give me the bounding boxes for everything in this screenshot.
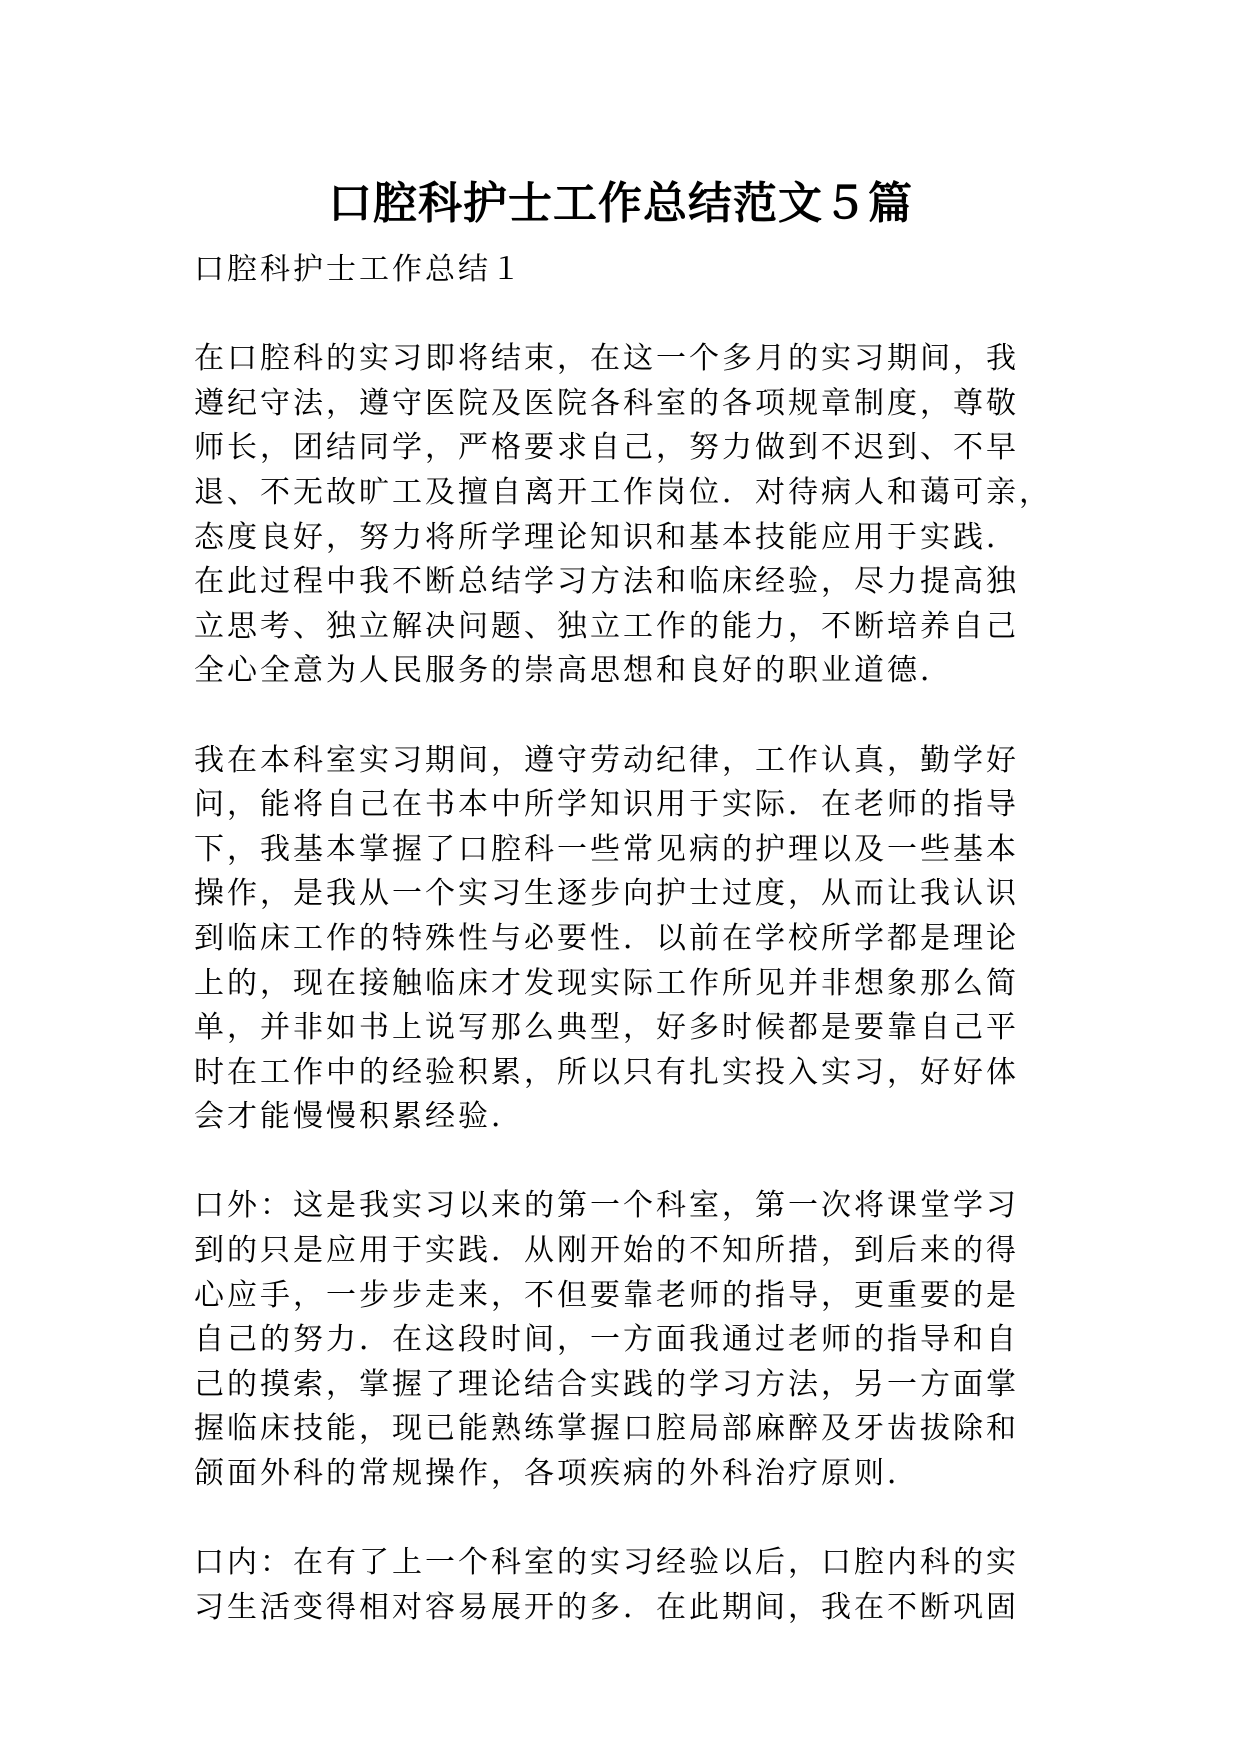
text-line: 到的只是应用于实践．从刚开始的不知所措，到后来的得 xyxy=(194,1233,1019,1269)
text-line: 态度良好，努力将所学理论知识和基本技能应用于实践． xyxy=(194,519,1019,555)
text-line: 颌面外科的常规操作，各项疾病的外科治疗原则． xyxy=(194,1456,920,1492)
paragraph-1 xyxy=(194,337,1054,694)
text-line: 到临床工作的特殊性与必要性．以前在学校所学都是理论 xyxy=(194,920,1019,956)
text-line: 会才能慢慢积累经验． xyxy=(194,1099,524,1135)
text-line: 口内：在有了上一个科室的实习经验以后，口腔内科的实 xyxy=(194,1545,1019,1581)
document-body xyxy=(194,248,1054,1675)
paragraph-2 xyxy=(194,739,1054,1140)
text-line: 握临床技能，现已能熟练掌握口腔局部麻醉及牙齿拔除和 xyxy=(194,1411,1019,1447)
text-line: 退、不无故旷工及擅自离开工作岗位．对待病人和蔼可亲， xyxy=(194,474,1052,510)
section-subheading: 口腔科护士工作总结１ xyxy=(194,252,524,287)
text-line: 全心全意为人民服务的崇高思想和良好的职业道德． xyxy=(194,653,953,689)
text-line: 己的摸索，掌握了理论结合实践的学习方法，另一方面掌 xyxy=(194,1366,1019,1402)
text-line: 自己的努力．在这段时间，一方面我通过老师的指导和自 xyxy=(194,1322,1019,1358)
document-title: 口腔科护士工作总结范文５篇 xyxy=(328,178,913,229)
text-line: 口外：这是我实习以来的第一个科室，第一次将课堂学习 xyxy=(194,1188,1019,1224)
text-line: 遵纪守法，遵守医院及医院各科室的各项规章制度，尊敬 xyxy=(194,385,1019,421)
text-line: 在口腔科的实习即将结束，在这一个多月的实习期间，我 xyxy=(194,341,1019,377)
text-line: 在此过程中我不断总结学习方法和临床经验，尽力提高独 xyxy=(194,564,1019,600)
text-line: 心应手，一步步走来，不但要靠老师的指导，更重要的是 xyxy=(194,1277,1019,1313)
paragraph-3 xyxy=(194,1184,1054,1496)
text-line: 师长，团结同学，严格要求自己，努力做到不迟到、不早 xyxy=(194,430,1019,466)
text-line: 上的，现在接触临床才发现实际工作所见并非想象那么简 xyxy=(194,965,1019,1001)
text-line: 立思考、独立解决问题、独立工作的能力，不断培养自己 xyxy=(194,608,1019,644)
paragraph-4 xyxy=(194,1541,1054,1630)
text-line: 操作，是我从一个实习生逐步向护士过度，从而让我认识 xyxy=(194,876,1019,912)
text-line: 问，能将自己在书本中所学知识用于实际．在老师的指导 xyxy=(194,787,1019,823)
text-line: 我在本科室实习期间，遵守劳动纪律，工作认真，勤学好 xyxy=(194,742,1019,778)
text-line: 单，并非如书上说写那么典型，好多时候都是要靠自己平 xyxy=(194,1010,1019,1046)
text-line: 时在工作中的经验积累，所以只有扎实投入实习，好好体 xyxy=(194,1054,1019,1090)
text-line: 习生活变得相对容易展开的多．在此期间，我在不断巩固 xyxy=(194,1589,1019,1625)
text-line: 下，我基本掌握了口腔科一些常见病的护理以及一些基本 xyxy=(194,831,1019,867)
